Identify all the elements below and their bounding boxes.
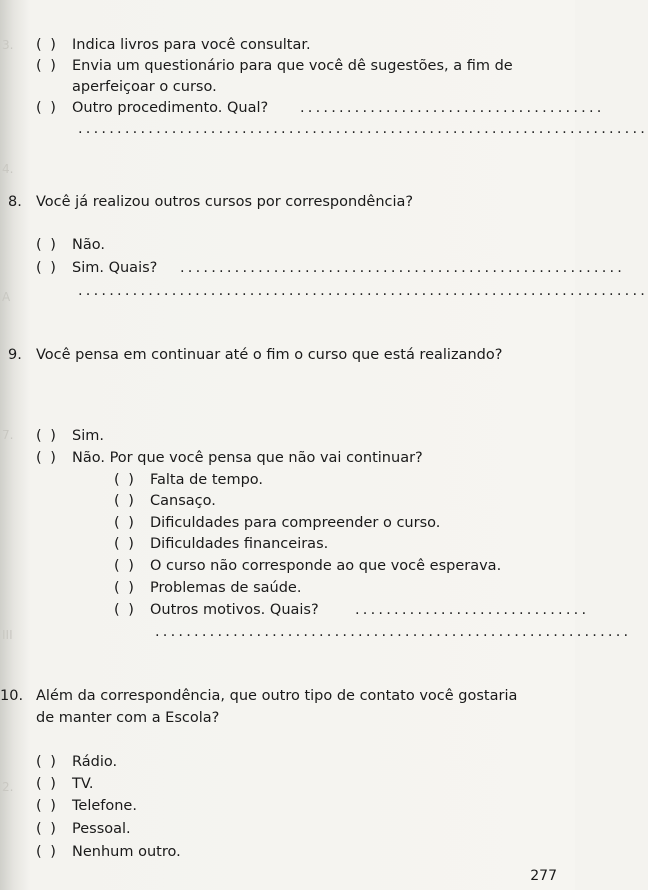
list-item — [36, 99, 268, 117]
sub-list-item — [114, 579, 301, 597]
list-item — [36, 449, 423, 467]
checkbox-marker[interactable]: ( ) — [36, 100, 58, 116]
sub-list-item — [114, 557, 501, 575]
question-text: Você já realizou outros cursos por correspondência? — [36, 194, 414, 210]
option-text: Dificuldades para compreender o curso. — [150, 515, 441, 531]
option-text: Nenhum outro. — [72, 844, 181, 860]
question-text: Você pensa em continuar até o fim o curso que está realizando? — [36, 347, 503, 363]
answer-dotted-line[interactable]: ......................................................................... — [78, 121, 648, 137]
question-number: 9. — [8, 347, 22, 363]
question-number: 10. — [0, 688, 24, 704]
answer-dotted-line[interactable]: ....................................... — [300, 100, 605, 116]
question-9 — [8, 346, 502, 364]
list-item — [36, 797, 137, 815]
list-item — [36, 820, 131, 838]
answer-dotted-line[interactable]: ............................................................. — [155, 624, 632, 640]
option-text: Falta de tempo. — [150, 472, 263, 488]
list-item — [72, 78, 217, 96]
checkbox-marker[interactable]: ( ) — [114, 580, 136, 596]
checkbox-marker[interactable]: ( ) — [36, 821, 58, 837]
bleed-mark: A — [2, 290, 11, 304]
list-item — [36, 57, 513, 75]
option-text: Envia um questionário para que você dê sugestões, a fim de — [72, 58, 513, 74]
list-item — [36, 427, 104, 445]
checkbox-marker[interactable]: ( ) — [114, 558, 136, 574]
list-item — [36, 775, 94, 793]
checkbox-marker[interactable]: ( ) — [36, 754, 58, 770]
question-10-continued — [36, 709, 219, 727]
question-10 — [0, 687, 517, 705]
list-item — [36, 843, 181, 861]
bleed-mark: 3. — [2, 38, 14, 52]
bleed-mark: 4. — [2, 162, 14, 176]
checkbox-marker[interactable]: ( ) — [36, 237, 58, 253]
option-text: Outros motivos. Quais? — [150, 602, 319, 618]
answer-dotted-line[interactable]: ......................................................... — [180, 260, 626, 276]
checkbox-marker[interactable]: ( ) — [114, 472, 136, 488]
bleed-mark: 7. — [2, 428, 14, 442]
checkbox-marker[interactable]: ( ) — [36, 450, 58, 466]
option-text: TV. — [72, 776, 94, 792]
option-text: Não. — [72, 237, 105, 253]
checkbox-marker[interactable]: ( ) — [36, 798, 58, 814]
option-text: Não. Por que você pensa que não vai continuar? — [72, 450, 423, 466]
sub-list-item — [114, 471, 263, 489]
option-text: Problemas de saúde. — [150, 580, 302, 596]
option-text: Pessoal. — [72, 821, 131, 837]
option-text: Rádio. — [72, 754, 118, 770]
list-item — [36, 259, 157, 277]
answer-dotted-line[interactable]: .............................. — [355, 602, 590, 618]
checkbox-marker[interactable]: ( ) — [114, 493, 136, 509]
option-text: Outro procedimento. Qual? — [72, 100, 269, 116]
option-text: Telefone. — [72, 798, 137, 814]
sub-list-item — [114, 514, 440, 532]
list-item — [36, 753, 117, 771]
checkbox-marker[interactable]: ( ) — [36, 428, 58, 444]
question-number: 8. — [8, 194, 22, 210]
checkbox-marker[interactable]: ( ) — [114, 602, 136, 618]
question-8 — [8, 193, 413, 211]
checkbox-marker[interactable]: ( ) — [36, 844, 58, 860]
option-text: Indica livros para você consultar. — [72, 37, 311, 53]
option-text: Dificuldades financeiras. — [150, 536, 329, 552]
question-text: Além da correspondência, que outro tipo de contato você gostaria — [36, 688, 518, 704]
page-number: 277 — [530, 868, 557, 884]
checkbox-marker[interactable]: ( ) — [36, 37, 58, 53]
list-item — [36, 236, 105, 254]
option-text: Sim. Quais? — [72, 260, 158, 276]
option-text: Sim. — [72, 428, 104, 444]
answer-dotted-line[interactable]: ......................................................................... — [78, 283, 648, 299]
checkbox-marker[interactable]: ( ) — [36, 260, 58, 276]
sub-list-item — [114, 601, 319, 619]
sub-list-item — [114, 535, 328, 553]
option-text: O curso não corresponde ao que você esperava. — [150, 558, 502, 574]
checkbox-marker[interactable]: ( ) — [114, 536, 136, 552]
checkbox-marker[interactable]: ( ) — [114, 515, 136, 531]
sub-list-item — [114, 492, 216, 510]
option-text: Cansaço. — [150, 493, 216, 509]
bleed-mark: 2. — [2, 780, 14, 794]
option-text-continued: aperfeiçoar o curso. — [72, 79, 217, 95]
bleed-mark: III — [2, 628, 13, 642]
question-text-continued: de manter com a Escola? — [36, 710, 220, 726]
list-item — [36, 36, 311, 54]
checkbox-marker[interactable]: ( ) — [36, 58, 58, 74]
checkbox-marker[interactable]: ( ) — [36, 776, 58, 792]
